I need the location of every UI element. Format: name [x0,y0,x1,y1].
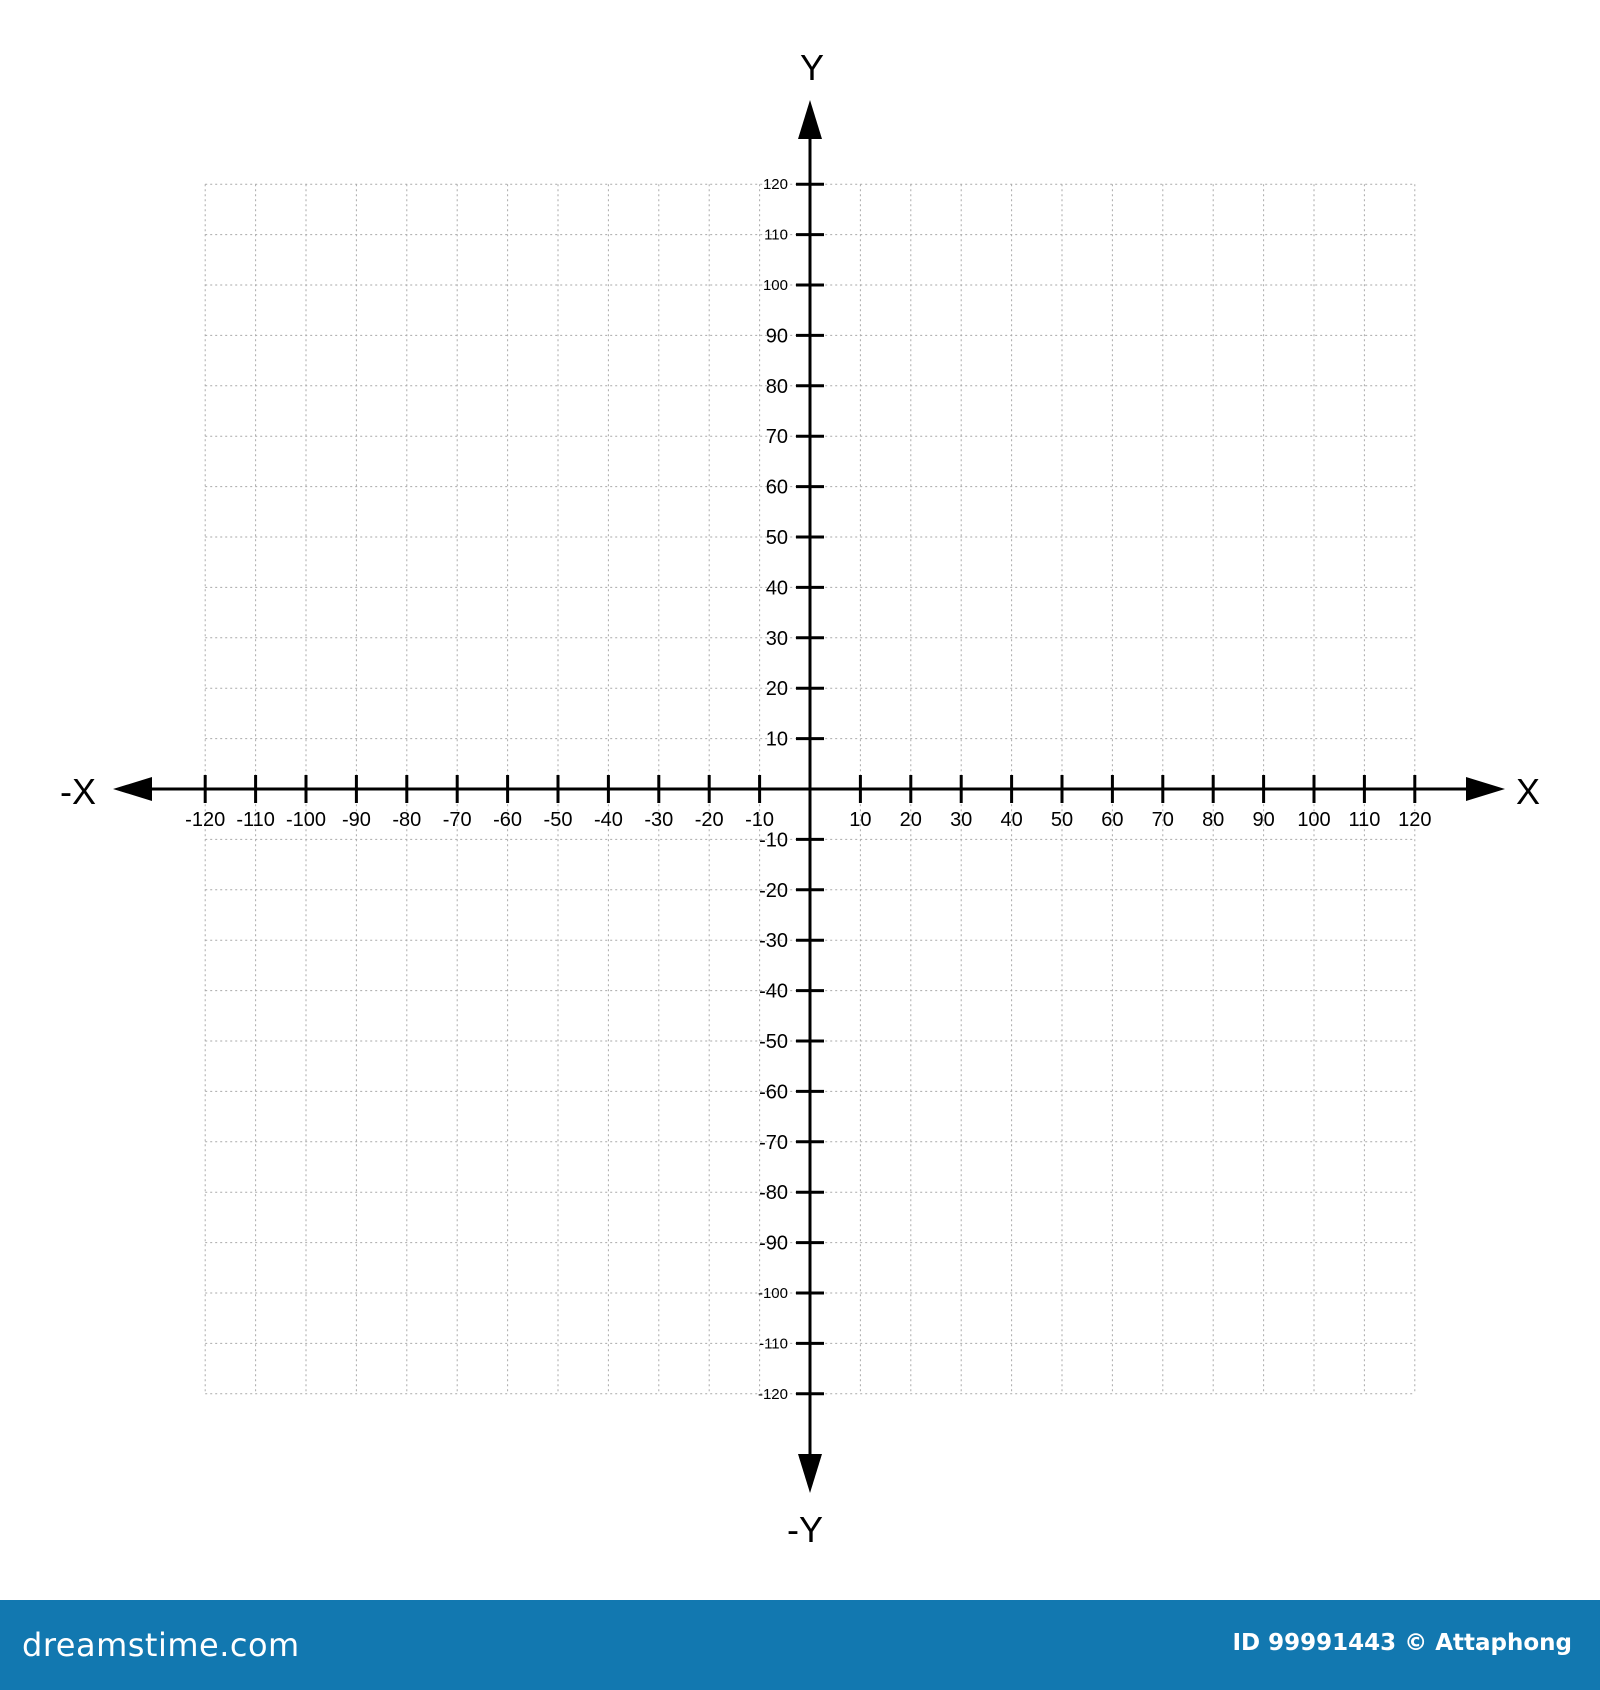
y-tick-label: -90 [759,1232,788,1255]
y-tick-label: -60 [759,1081,788,1104]
y-tick-label: -50 [759,1031,788,1053]
y-axis-negative-arrow [798,1454,822,1493]
y-tick-label: -20 [759,879,788,902]
y-tick-label: 20 [765,678,788,701]
x-tick-label: 100 [1297,809,1331,831]
x-tick-label: -40 [593,809,623,831]
x-tick-label: -60 [493,809,523,831]
x-tick-label: 90 [1252,809,1275,831]
x-tick-label: -90 [341,809,371,831]
x-tick-label: -10 [745,809,775,831]
watermark-banner [0,1600,1600,1690]
brand-logo[interactable]: dreamstime.com [22,1626,300,1664]
x-tick-label: -50 [543,809,573,831]
y-axis-positive-arrow [798,100,822,139]
y-tick-label: -70 [759,1131,788,1154]
neg-x-axis-label: -X [60,771,96,812]
x-axis-label: X [1515,771,1541,812]
y-tick-label: -10 [759,829,788,852]
y-tick-label: -80 [759,1182,788,1205]
x-tick-label: -30 [644,809,674,831]
y-tick-label: 80 [765,375,788,398]
y-tick-label: -100 [757,1285,788,1302]
x-tick-label: 40 [1000,809,1023,831]
y-tick-label: 120 [762,176,788,194]
x-tick-label: -120 [185,809,226,831]
x-tick-label: -100 [285,809,327,831]
x-tick-label: 80 [1202,809,1225,831]
x-tick-label: -20 [694,809,724,831]
x-tick-label: 70 [1151,809,1174,831]
x-tick-label: 50 [1050,809,1074,831]
y-tick-label: -40 [759,980,788,1003]
neg-y-axis-label: -Y [787,1509,823,1550]
x-tick-label: -110 [236,809,275,831]
x-tick-label: -80 [392,809,422,831]
y-tick-label: 30 [765,627,788,650]
y-tick-label: 100 [762,277,788,294]
x-tick-label: 120 [1398,809,1432,831]
x-tick-label: 60 [1101,809,1124,831]
y-tick-label: -120 [757,1385,788,1403]
y-tick-label: 40 [765,577,788,600]
x-axis-positive-arrow [1466,777,1505,801]
y-axis-label: Y [799,47,825,88]
x-tick-label: 110 [1348,809,1381,831]
y-tick-label: 110 [764,226,788,244]
x-tick-label: -70 [442,809,472,831]
y-tick-label: 10 [765,728,788,751]
y-tick-label: -110 [759,1335,788,1353]
x-tick-label: 20 [899,809,922,831]
x-axis-negative-arrow [113,777,152,801]
y-tick-label: 70 [765,426,788,449]
y-tick-label: 60 [765,476,788,499]
image-credit: ID 99991443 © Attaphong [1232,1630,1572,1656]
y-tick-label: -30 [759,930,788,953]
x-tick-label: 30 [950,809,973,831]
y-tick-label: 90 [765,325,788,348]
x-tick-label: 10 [849,809,872,831]
axes [113,100,1505,1493]
y-tick-label: 50 [765,527,788,549]
